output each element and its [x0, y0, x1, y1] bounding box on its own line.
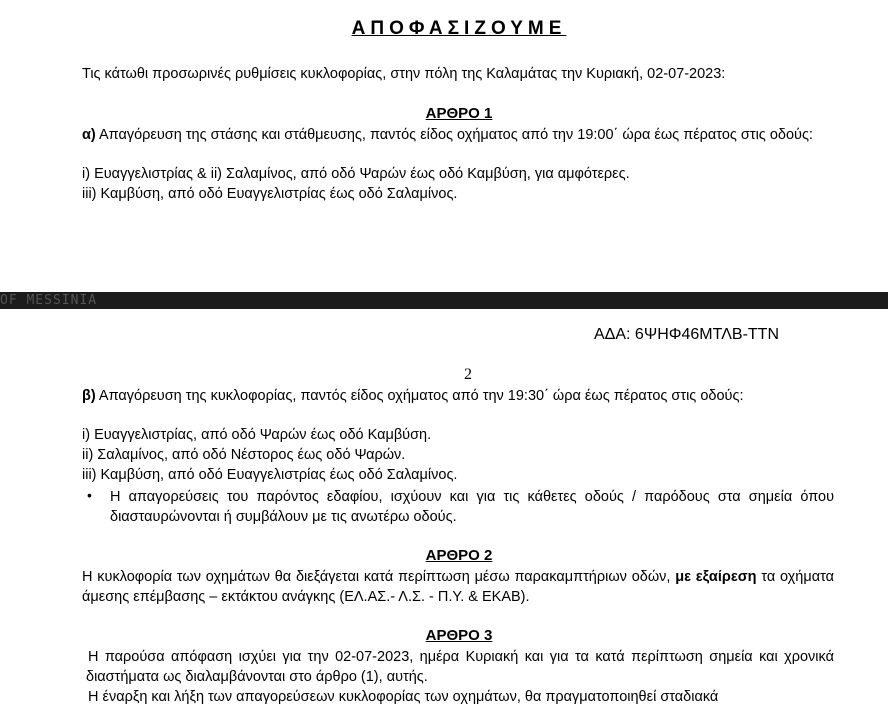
article-1-paragraph-a: [82, 125, 834, 145]
paragraph-a-text: Απαγόρευση της στάσης και στάθμευσης, παντός είδος οχήματος από την 19:00΄ ώρα έως πέρατος στις οδούς:: [95, 127, 813, 143]
page-break-bar: [0, 292, 888, 309]
paragraph-b-text: Απαγόρευση της κυκλοφορίας, παντός είδος οχήματος από την 19:30΄ ώρα έως πέρατος στις οδούς:: [95, 388, 744, 404]
article-2-paragraph: [82, 567, 834, 607]
bullet-text: Η απαγορεύσεις του παρόντος εδαφίου, ισχύουν και για τις κάθετες οδούς / παρόδους στα σημεία όπου διασταυρώνονται ή συμβάλουν με τις ανωτέρω οδούς.: [110, 489, 834, 525]
article-2-title: ΑΡΘΡΟ 2: [425, 547, 493, 564]
article-1-paragraph-b: [82, 386, 834, 406]
decision-heading: ΑΠΟΦΑΣΙΖΟΥΜΕ: [351, 18, 567, 39]
article-3-title: ΑΡΘΡΟ 3: [425, 627, 493, 644]
article-1-item-3: iii) Καμβύση, από οδό Ευαγγελιστρίας έως οδό Σαλαμίνος.: [82, 186, 458, 202]
article-1-item-1: i) Ευαγγελιστρίας & ii) Σαλαμίνος, από οδό Ψαρών έως οδό Καμβύση, για αμφότερες.: [82, 166, 630, 182]
paragraph-a-label: α): [82, 127, 96, 143]
article-2-text-after: τα οχήματα άμεσης επέμβασης – εκτάκτου ανάγκης (ΕΛ.ΑΣ.- Λ.Σ. - Π.Υ. & ΕΚΑΒ).: [82, 569, 834, 605]
watermark-text: OF MESSINIA: [0, 293, 98, 308]
article-1-title: ΑΡΘΡΟ 1: [425, 105, 493, 122]
paragraph-b-label: β): [82, 388, 96, 404]
paragraph-b-item-1: i) Ευαγγελιστρίας, από οδό Ψαρών έως οδό Καμβύση.: [82, 427, 432, 443]
intro-text: Τις κάτωθι προσωρινές ρυθμίσεις κυκλοφορίας, στην πόλη της Καλαμάτας την Κυριακή, 02-07-2023:: [82, 66, 726, 82]
article-2-text-bold: με εξαίρεση: [675, 569, 757, 585]
article-3-paragraph-1: Η παρούσα απόφαση ισχύει για την 02-07-2023, ημέρα Κυριακή και για τα κατά περίπτωση σημεία και χρονικά διαστήματα ως διαλαμβάνονται στο άρθρο (1), αυτής.: [86, 649, 834, 685]
paragraph-b-item-3: iii) Καμβύση, από οδό Ευαγγελιστρίας έως οδό Σαλαμίνος.: [82, 467, 458, 483]
article-3-paragraph-2: Η έναρξη και λήξη των απαγορεύσεων κυκλοφορίας των οχημάτων, θα πραγματοποιηθεί σταδιακά: [88, 689, 719, 705]
bullet-icon: •: [87, 487, 92, 503]
article-2-text-before: Η κυκλοφορία των οχημάτων θα διεξάγεται κατά περίπτωση μέσω παρακαμπτήριων οδών,: [82, 569, 676, 585]
paragraph-b-item-2: ii) Σαλαμίνος, από οδό Νέστορος έως οδό Ψαρών.: [82, 447, 406, 463]
ada-code: ΑΔΑ: 6ΨΗΦ46ΜΤΛΒ-ΤΤΝ: [594, 326, 780, 343]
page-number: 2: [464, 366, 472, 383]
